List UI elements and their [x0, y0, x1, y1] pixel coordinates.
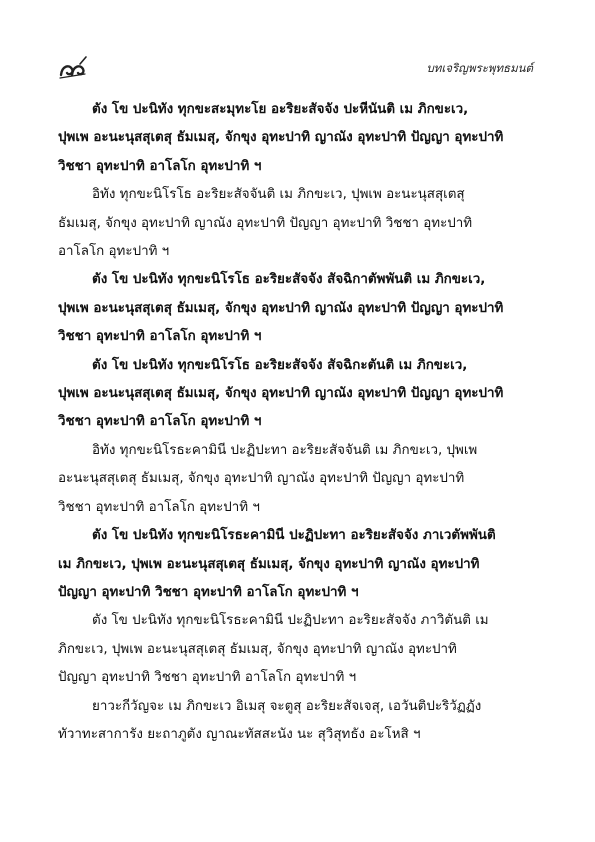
running-title: บทเจริญพระพุทธมนต์ [426, 61, 533, 75]
paragraph [58, 181, 525, 266]
paragraph [58, 437, 525, 522]
text-line: ปัญญา อุทะปาทิ วิชชา อุทะปาทิ อาโลโก อุทะปาทิ ฯ [58, 670, 357, 686]
text-line: ปุพเพ อะนะนุสสุเตสุ ธัมเมสุ, จักขุง อุทะปาทิ ญาณัง อุทะปาทิ ปัญญา อุทะปาทิ [58, 300, 504, 316]
paragraph [58, 266, 525, 351]
text-line: อิทัง ทุกขะนิโรธะคามินี ปะฏิปะทา อะริยะสัจจันติ เม ภิกขะเว, ปุพเพ [92, 442, 478, 458]
paragraph [58, 96, 525, 181]
paragraph [58, 607, 525, 692]
text-line: ตัง โข ปะนิทัง ทุกขะสะมุทะโย อะริยะสัจจัง ปะหีนันติ เม ภิกขะเว, [92, 102, 469, 117]
text-line: วิชชา อุทะปาทิ อาโลโก อุทะปาทิ ฯ [58, 329, 262, 345]
text-line: ตัง โข ปะนิทัง ทุกขะนิโรธะคามินี ปะฏิปะทา อะริยะสัจจัง ภาเวตัพพันติ [92, 528, 496, 544]
text-line: ตัง โข ปะนิทัง ทุกขะนิโรโธ อะริยะสัจจัง สัจฉิกะตันติ เม ภิกขะเว, [92, 357, 468, 373]
text-line: ปุพเพ อะนะนุสสุเตสุ ธัมเมสุ, จักขุง อุทะปาทิ ญาณัง อุทะปาทิ ปัญญา อุทะปาทิ [58, 386, 504, 402]
text-line: วิชชา อุทะปาทิ อาโลโก อุทะปาทิ ฯ [58, 414, 262, 430]
text-line: วิชชา อุทะปาทิ อาโลโก อุทะปาทิ ฯ [58, 499, 260, 515]
paragraph [58, 522, 525, 607]
paragraph [58, 352, 525, 437]
text-line: อะนะนุสสุเตสุ ธัมเมสุ, จักขุง อุทะปาทิ ญาณัง อุทะปาทิ ปัญญา อุทะปาทิ [58, 471, 465, 487]
text-line: ปัญญา อุทะปาทิ วิชชา อุทะปาทิ อาโลโก อุทะปาทิ ฯ [58, 584, 359, 600]
text-line: ธัมเมสุ, จักขุง อุทะปาทิ ญาณัง อุทะปาทิ ปัญญา อุทะปาทิ วิชชา อุทะปาทิ [58, 215, 473, 231]
page-number-glyph [58, 54, 88, 82]
text-line: อิทัง ทุกขะนิโรโธ อะริยะสัจจันติ เม ภิกขะเว, ปุพเพ อะนะนุสสุเตสุ [92, 187, 465, 203]
page-number [58, 54, 88, 82]
text-line: วิชชา อุทะปาทิ อาโลโก อุทะปาทิ ฯ [58, 158, 262, 174]
chant-text [58, 96, 525, 749]
page-header [58, 54, 533, 82]
text-line: ภิกขะเว, ปุพเพ อะนะนุสสุเตสุ ธัมเมสุ, จักขุง อุทะปาทิ ญาณัง อุทะปาทิ [58, 641, 457, 657]
text-line: เม ภิกขะเว, ปุพเพ อะนะนุสสุเตสุ ธัมเมสุ, จักขุง อุทะปาทิ ญาณัง อุทะปาทิ [58, 556, 480, 572]
text-line: ทัวาทะสาการัง ยะถาภูตัง ญาณะทัสสะนัง นะ สุวิสุทธัง อะโหสิ ฯ [58, 726, 421, 742]
text-line: ปุพเพ อะนะนุสสุเตสุ ธัมเมสุ, จักขุง อุทะปาทิ ญาณัง อุทะปาทิ ปัญญา อุทะปาทิ [58, 130, 504, 146]
text-line: ตัง โข ปะนิทัง ทุกขะนิโรธะคามินี ปะฏิปะทา อะริยะสัจจัง ภาวิตันติ เม [92, 613, 489, 629]
paragraph [58, 693, 525, 750]
text-line: อาโลโก อุทะปาทิ ฯ [58, 244, 170, 260]
text-line: ตัง โข ปะนิทัง ทุกขะนิโรโธ อะริยะสัจจัง สัจฉิกาตัพพันติ เม ภิกขะเว, [92, 272, 486, 288]
text-line: ยาวะกีวัญจะ เม ภิกขะเว อิเมสุ จะตูสุ อะริยะสัจเจสุ, เอวันติปะริวัฏฏัง [92, 698, 482, 714]
